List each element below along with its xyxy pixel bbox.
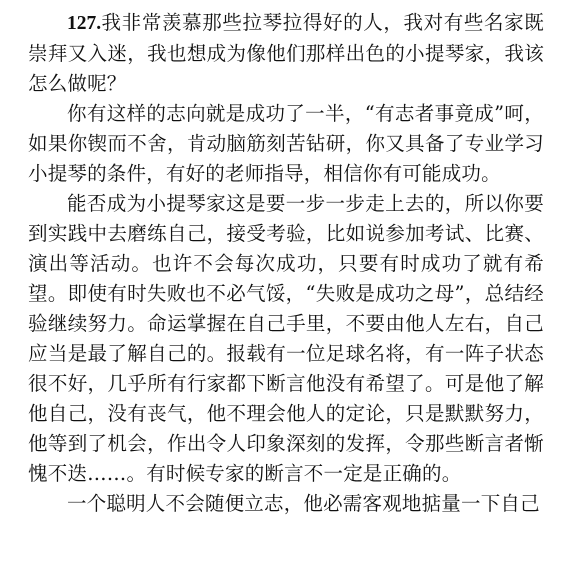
question-number: 127. — [67, 13, 102, 34]
question-text: 我非常羡慕那些拉琴拉得好的人，我对有些名家既崇拜又入迷，我也想成为像他们那样出色的小提琴家，我该怎么做呢？ — [28, 11, 544, 95]
answer-paragraph-2: 能否成为小提琴家这是要一步一步走上去的，所以你要到实践中去磨练自己，接受考验，比如说参加考试、比赛、演出等活动。也许不会每次成功，只要有时成功了就有希望。即使有时失败也不必气馁，“失败是成功之母”，总结经验继续努力。命运掌握在自己手里，不要由他人左右，自己应当是最了解自己的。报载有一位足球名将，有一阵子状态很不好，几乎所有行家都下断言他没有希望了。可是他了解他自己，没有丧气，他不理会他人的定论，只是默默努力，他等到了机会，作出令人印象深刻的发挥，令那些断言者惭愧不迭……。有时候专家的断言不一定是正确的。 — [28, 192, 544, 485]
answer-paragraph-1: 你有这样的志向就是成功了一半，“有志者事竟成”呵，如果你锲而不舍，肯动脑筋刻苦钻研，你又具备了专业学习小提琴的条件，有好的老师指导，相信你有可能成功。 — [28, 102, 544, 185]
question-paragraph — [28, 8, 544, 99]
answer-paragraph-3: 一个聪明人不会随便立志，他必需客观地掂量一下自己 — [67, 492, 540, 515]
